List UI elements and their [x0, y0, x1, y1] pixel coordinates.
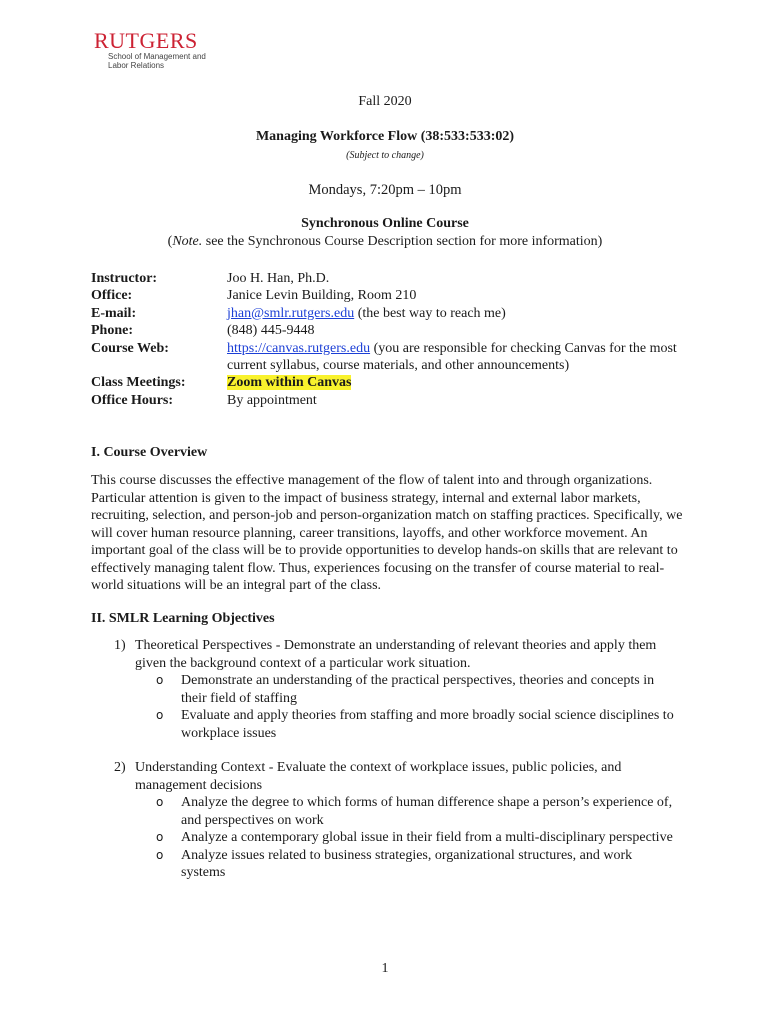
meeting-time: Mondays, 7:20pm – 10pm [308, 182, 462, 198]
canvas-note: (you are responsible for checking Canvas for the most current syllabus, course materials, and other announcements) [227, 340, 677, 374]
bullet-icon: o [156, 673, 164, 687]
instructor-info [91, 270, 687, 409]
phone-value: (848) 445-9448 [227, 323, 315, 339]
email-link[interactable]: jhan@smlr.rutgers.edu [227, 305, 355, 321]
phone-label: Phone: [91, 323, 133, 339]
objective-item [114, 759, 674, 882]
bullet-icon: o [156, 830, 164, 844]
office-value: Janice Levin Building, Room 210 [227, 288, 417, 304]
instructor-value: Joo H. Han, Ph.D. [227, 271, 330, 286]
class-meetings-label: Class Meetings: [91, 375, 186, 391]
objective-item [114, 637, 674, 742]
objective-subitem: o Analyze the degree to which forms of human difference shape a person’s experience of, and perspectives on work [156, 795, 673, 828]
note-rest: see the Synchronous Course Description section for more information) [202, 234, 603, 249]
course-title: Managing Workforce Flow (38:533:533:02) [255, 129, 515, 144]
subject-to-change: (Subject to change) [346, 150, 424, 161]
objective-number: 1) [114, 638, 126, 653]
objective-sublist [156, 672, 674, 742]
office-label: Office: [91, 288, 133, 304]
objective-subitem: o Analyze issues related to business strategies, organizational structures, and work systems [156, 847, 633, 880]
email-note: (the best way to reach me) [354, 305, 506, 321]
bullet-icon: o [156, 708, 164, 722]
course-format: Synchronous Online Course [301, 216, 469, 231]
office-hours-value: By appointment [227, 392, 317, 408]
email-label: E-mail: [91, 305, 137, 321]
course-overview-heading: I. Course Overview [91, 445, 208, 460]
canvas-link[interactable]: https://canvas.rutgers.edu [227, 340, 371, 356]
course-web-label: Course Web: [91, 340, 169, 356]
note-prefix: Note. [172, 234, 203, 249]
rutgers-logo [94, 30, 218, 70]
objective-subitem: o Evaluate and apply theories from staffing and more broadly social science disciplines to workplace issues [156, 708, 674, 741]
objective-number: 2) [114, 760, 126, 775]
objective-text: Understanding Context - Evaluate the context of workplace issues, public policies, and management decisions [135, 760, 622, 793]
course-overview-text: This course discusses the effective management of the flow of talent into and through organizations. Particular attention is given to the impact of business strategy, internal and external labor markets, recruiting, selection, and person-job and person-organization match on staffing practices. Specifically, we will cover human resource planning, career transitions, layoffs, and other workforce movement. An important goal of the class will be to provide opportunities to develop hands-on skills that are relevant to effectively managing talent flow. Thus, experiences focusing on the transfer of course material to real-world situations will be an integral part of the class. [91, 473, 683, 593]
logo-wordmark: RUTGERS [94, 28, 198, 53]
bullet-icon: o [156, 847, 164, 862]
objective-subitem: o Demonstrate an understanding of the practical perspectives, theories and concepts in their field of staffing [156, 673, 655, 706]
logo-subtitle: School of Management and Labor Relations [108, 52, 206, 70]
class-meetings-value: Zoom within Canvas [227, 375, 352, 391]
format-note: (Note. see the Synchronous Course Description section for more information) [167, 234, 603, 249]
objective-text: Theoretical Perspectives - Demonstrate an understanding of relevant theories and apply them given the background context of a particular work situation. [135, 638, 657, 671]
semester: Fall 2020 [358, 94, 412, 109]
bullet-icon: o [156, 795, 164, 809]
learning-objectives-heading: II. SMLR Learning Objectives [91, 611, 275, 626]
office-hours-label: Office Hours: [91, 392, 174, 408]
objective-subitem: o Analyze a contemporary global issue in their field from a multi-disciplinary perspective [156, 830, 673, 845]
page-number: 1 [381, 961, 389, 976]
objective-sublist [156, 794, 674, 882]
instructor-label: Instructor: [91, 271, 158, 286]
